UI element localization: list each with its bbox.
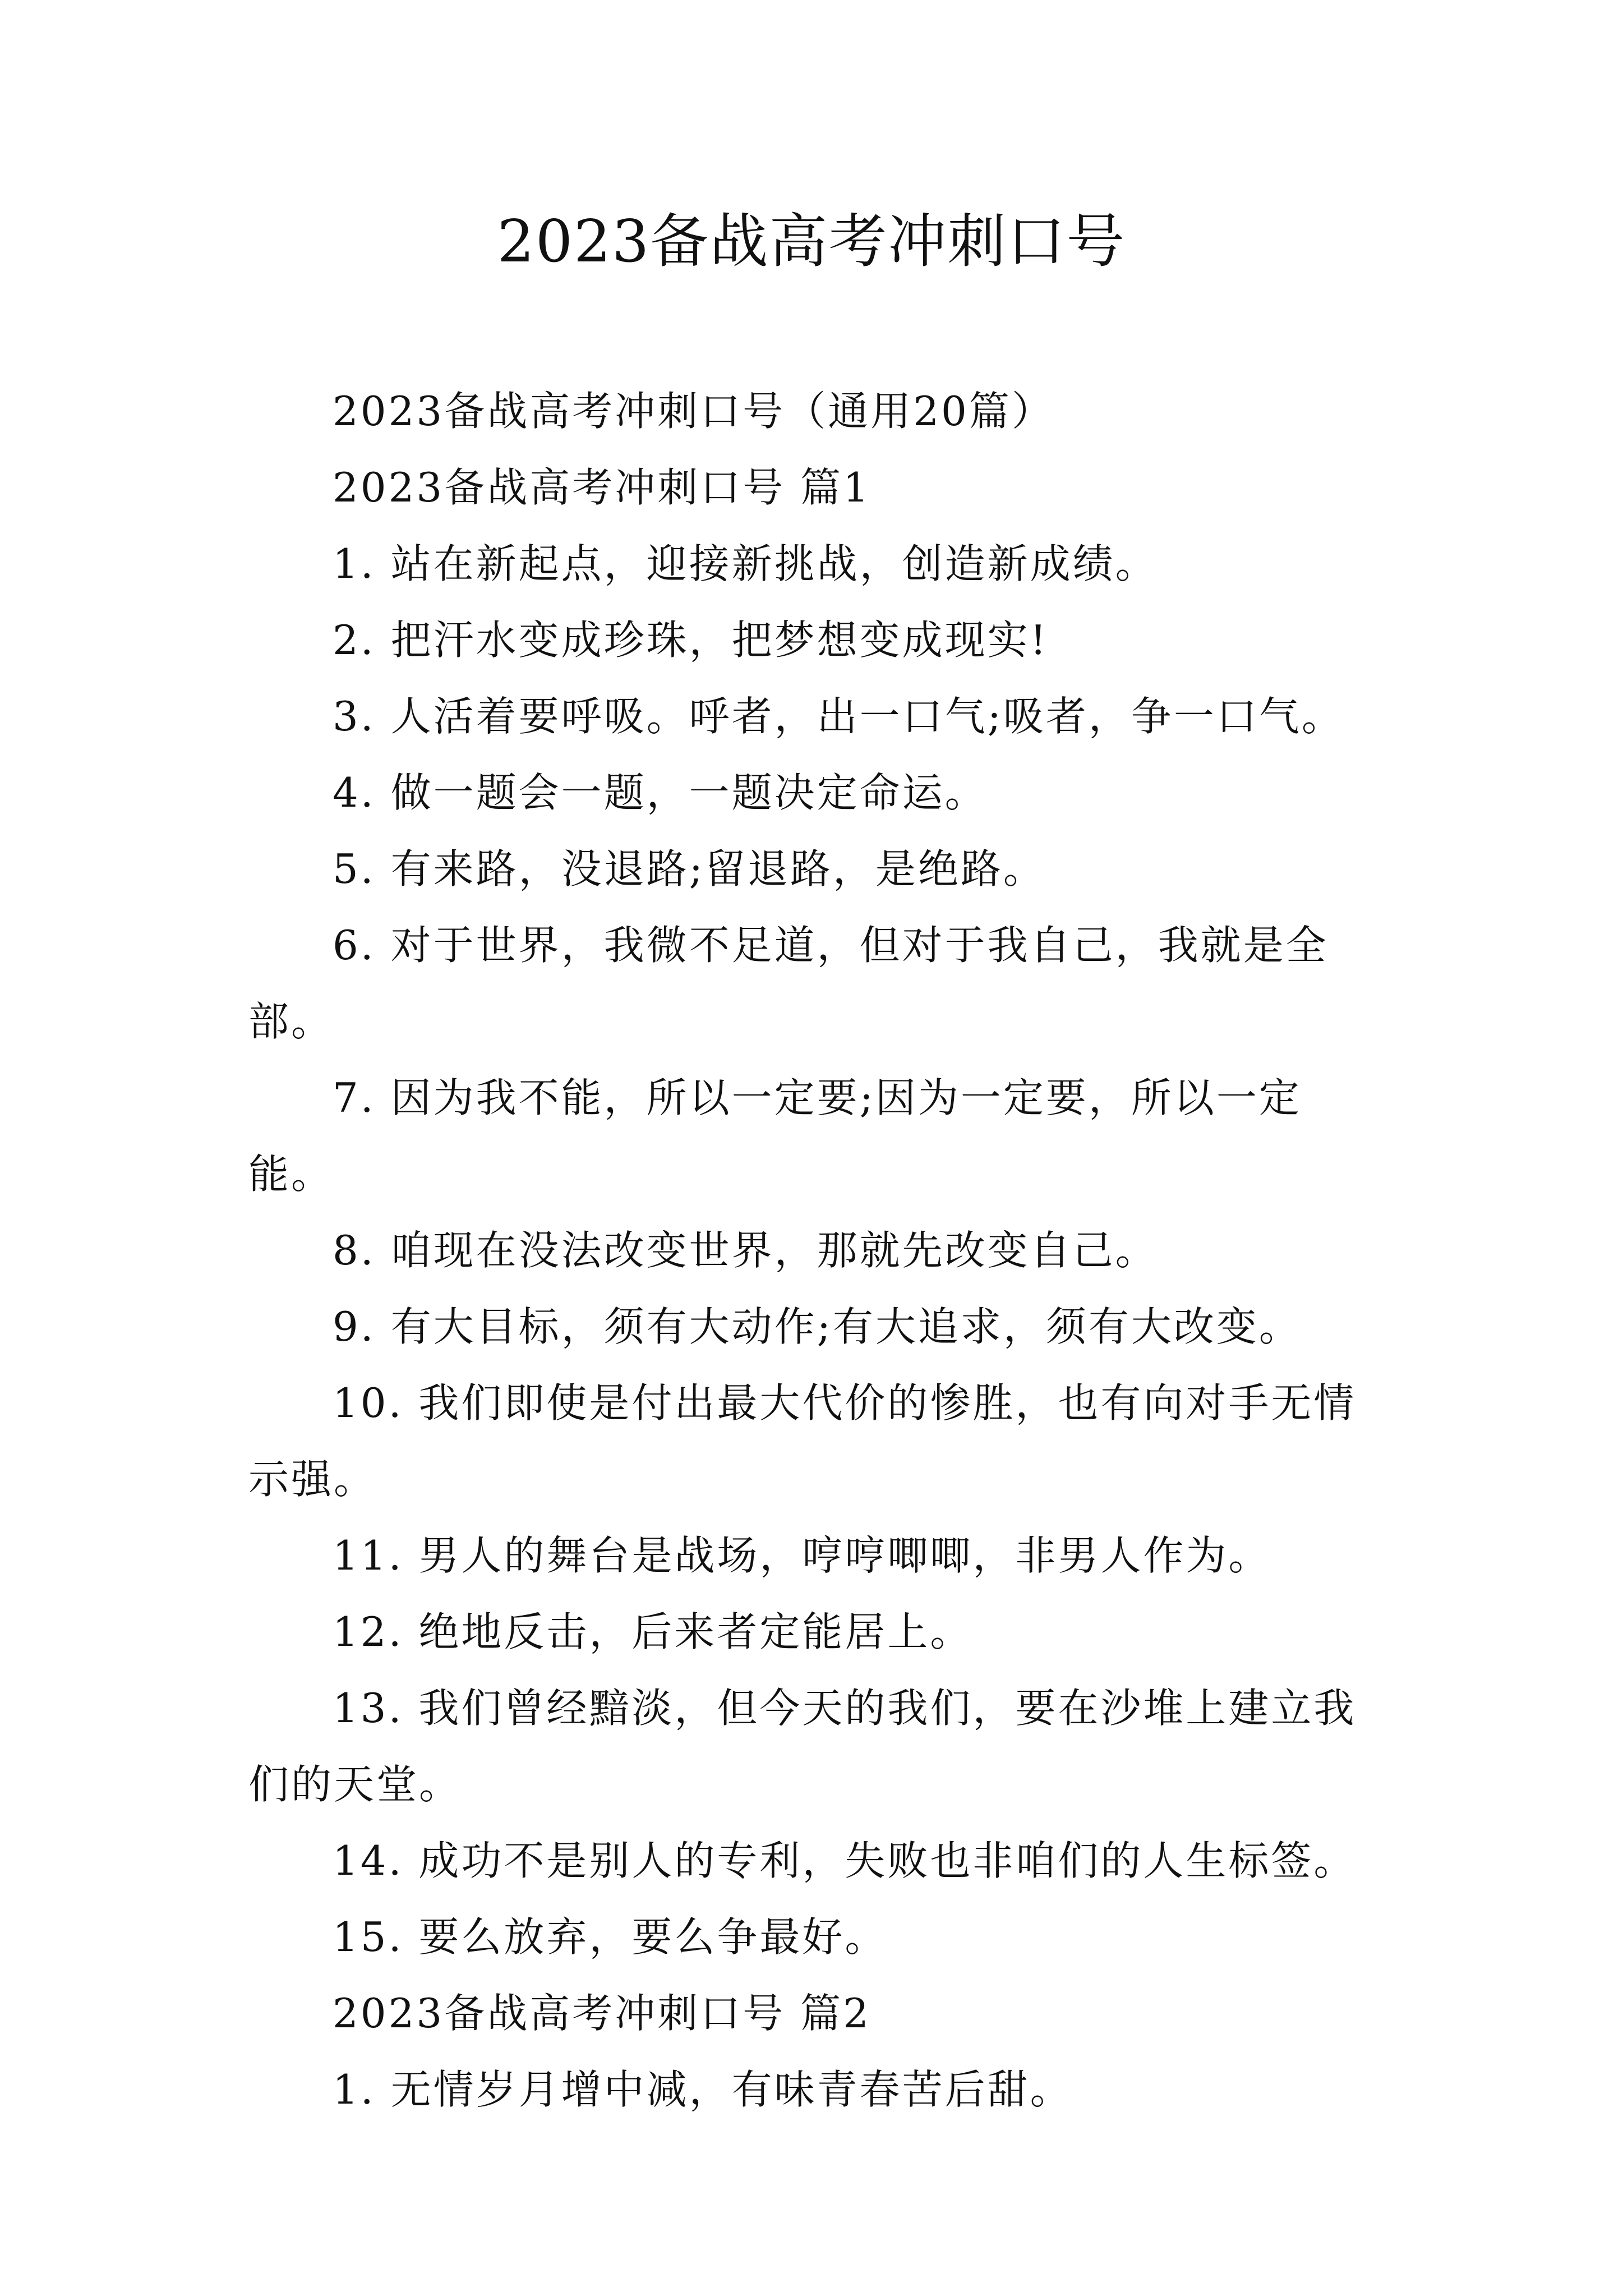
- slogan-item: 10. 我们即使是付出最大代价的惨胜，也有向对手无情示强。: [248, 1379, 1357, 1503]
- slogan-item: 8. 咱现在没法改变世界，那就先改变自己。: [333, 1227, 1158, 1274]
- slogan-item: 12. 绝地反击，后来者定能居上。: [333, 1608, 973, 1655]
- slogan-item: 11. 男人的舞台是战场，哼哼唧唧，非男人作为。: [333, 1532, 1271, 1579]
- subtitle-paragraph: 2023备战高考冲刺口号（通用20篇）: [333, 388, 1054, 435]
- slogan-item: 7. 因为我不能，所以一定要;因为一定要，所以一定能。: [248, 1074, 1302, 1198]
- slogan-item: 15. 要么放弃，要么争最好。: [333, 1913, 888, 1961]
- slogan-item: 9. 有大目标，须有大动作;有大追求，须有大改变。: [333, 1303, 1302, 1350]
- slogan-item: 5. 有来路，没退路;留退路，是绝路。: [333, 845, 1046, 892]
- document-title: 2023备战高考冲刺口号: [497, 207, 1126, 275]
- section-heading: 2023备战高考冲刺口号 篇1: [333, 464, 871, 511]
- slogan-item: 1. 无情岁月增中减，有味青春苦后甜。: [333, 2066, 1073, 2113]
- slogan-item: 3. 人活着要呼吸。呼者，出一口气;吸者，争一口气。: [333, 693, 1344, 740]
- slogan-item: 2. 把汗水变成珍珠，把梦想变成现实!: [333, 616, 1049, 664]
- slogan-item: 14. 成功不是别人的专利，失败也非咱们的人生标签。: [333, 1837, 1357, 1884]
- section-heading: 2023备战高考冲刺口号 篇2: [333, 1990, 871, 2037]
- document-body: [248, 373, 1381, 2128]
- slogan-item: 1. 站在新起点，迎接新挑战，创造新成绩。: [333, 540, 1158, 587]
- slogan-item: 6. 对于世界，我微不足道，但对于我自己，我就是全部。: [248, 922, 1329, 1045]
- slogan-item: 4. 做一题会一题，一题决定命运。: [333, 769, 988, 816]
- slogan-item: 13. 我们曾经黯淡，但今天的我们，要在沙堆上建立我们的天堂。: [248, 1685, 1357, 1808]
